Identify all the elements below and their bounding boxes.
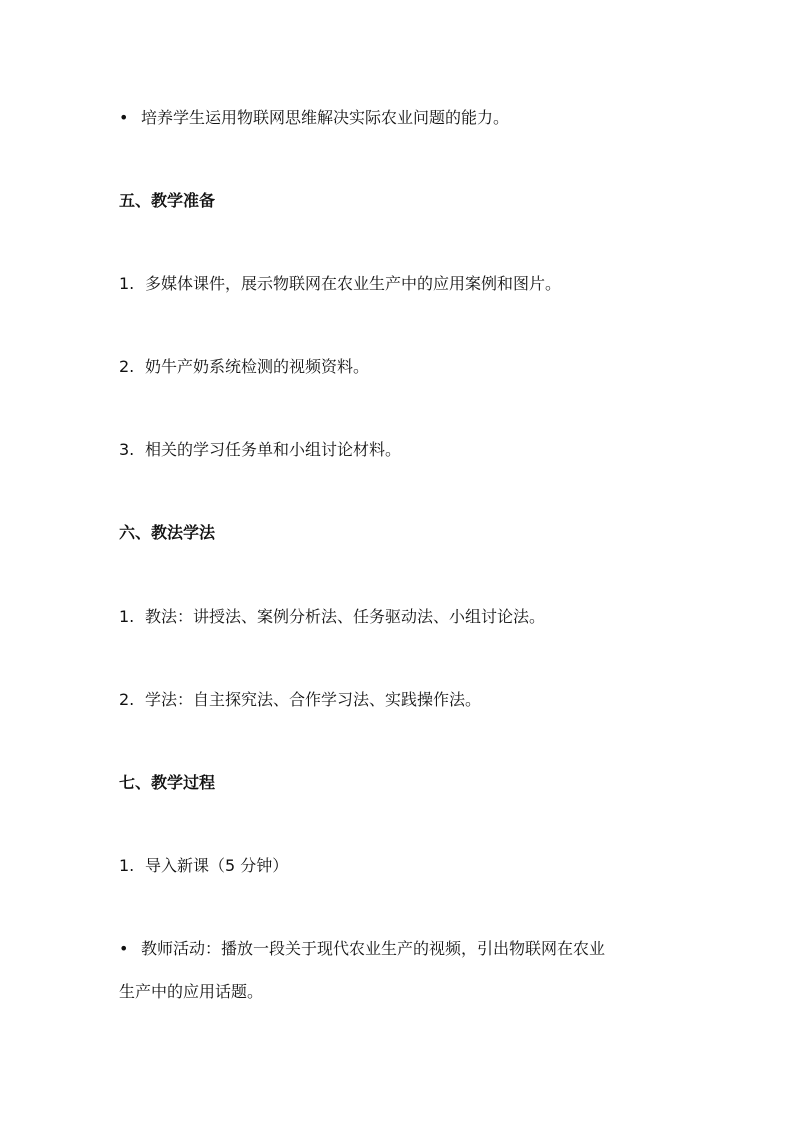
list-number: 2. (119, 357, 135, 376)
list-text: 学法：自主探究法、合作学习法、实践操作法。 (145, 690, 482, 709)
list-number: 2. (119, 690, 135, 709)
list-item (119, 440, 401, 460)
bullet-marker: • (119, 108, 129, 127)
list-text: 多媒体课件，展示物联网在农业生产中的应用案例和图片。 (145, 274, 562, 293)
bullet-continuation: 生产中的应用话题。 (119, 982, 264, 1001)
list-number: 1. (119, 274, 135, 293)
bullet-marker: • (119, 939, 129, 958)
list-item (119, 274, 561, 294)
list-text: 奶牛产奶系统检测的视频资料。 (145, 357, 370, 376)
list-text: 导入新课（5 分钟） (145, 856, 289, 875)
list-item (119, 690, 481, 710)
list-text: 教法：讲授法、案例分析法、任务驱动法、小组讨论法。 (145, 607, 546, 626)
list-number: 1. (119, 607, 135, 626)
bullet-text: 教师活动：播放一段关于现代农业生产的视频，引出物联网在农业 (141, 939, 606, 958)
list-number: 1. (119, 856, 135, 875)
bullet-item (119, 939, 605, 959)
list-item (119, 607, 545, 627)
list-item (119, 856, 288, 876)
list-item (119, 357, 369, 377)
bullet-text: 培养学生运用物联网思维解决实际农业问题的能力。 (141, 108, 510, 127)
section-heading: 七、教学过程 (119, 773, 216, 792)
section-heading: 五、教学准备 (119, 191, 216, 210)
section-heading: 六、教法学法 (119, 523, 216, 542)
list-number: 3. (119, 440, 135, 459)
list-text: 相关的学习任务单和小组讨论材料。 (145, 440, 402, 459)
bullet-item (119, 108, 509, 128)
